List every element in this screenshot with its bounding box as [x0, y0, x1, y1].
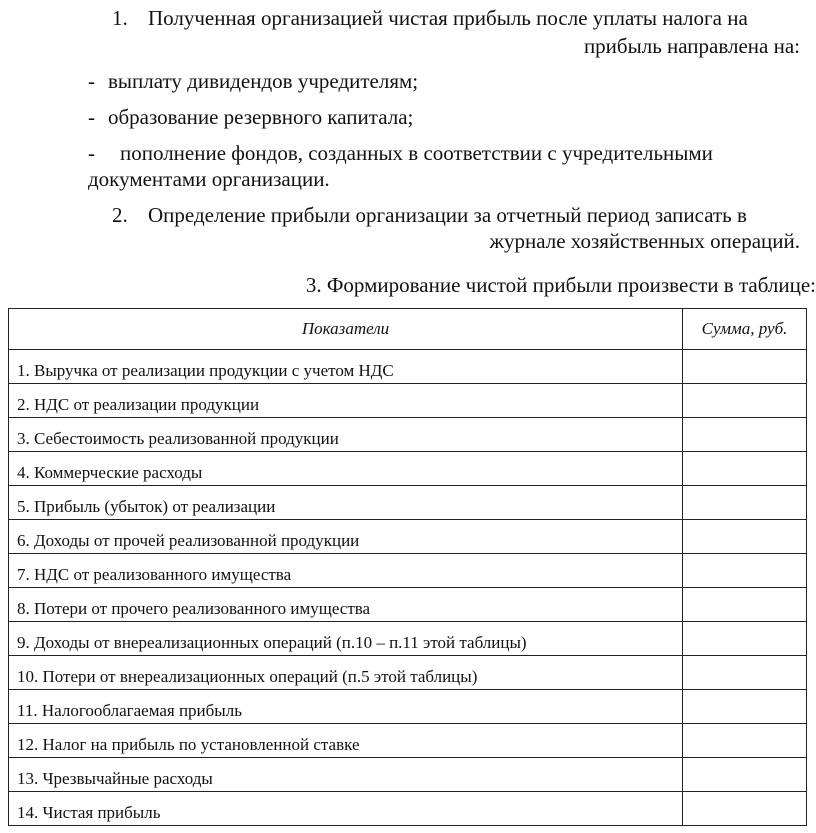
row-label: 14. Чистая прибыль [9, 792, 683, 826]
item-2-line-2: журнале хозяйственных операций. [489, 229, 800, 253]
item-1-line-2: прибыль направлена на: [583, 34, 800, 58]
item-2-line-1 [112, 203, 747, 227]
item-3-heading: 3. Формирование чистой прибыли произвести в таблице: [305, 273, 816, 297]
profit-table [8, 308, 807, 826]
row-amount-cell[interactable] [683, 724, 807, 758]
row-amount-cell[interactable] [683, 486, 807, 520]
row-amount-cell[interactable] [683, 418, 807, 452]
row-label: 2. НДС от реализации продукции [9, 384, 683, 418]
row-amount-cell[interactable] [683, 792, 807, 826]
item-1-line-1 [112, 6, 748, 30]
table-row [9, 792, 807, 826]
bullet-2-dash: - [88, 105, 95, 129]
row-amount-cell[interactable] [683, 588, 807, 622]
bullet-1-dash: - [88, 69, 95, 93]
row-label: 5. Прибыль (убыток) от реализации [9, 486, 683, 520]
table-row [9, 690, 807, 724]
row-label: 3. Себестоимость реализованной продукции [9, 418, 683, 452]
table-row [9, 656, 807, 690]
bullet-2 [88, 105, 413, 129]
bullet-1 [88, 69, 418, 93]
table-row [9, 622, 807, 656]
row-label: 9. Доходы от внереализационных операций (п.10 – п.11 этой таблицы) [9, 622, 683, 656]
row-amount-cell[interactable] [683, 656, 807, 690]
row-label: 1. Выручка от реализации продукции с учетом НДС [9, 350, 683, 384]
item-1-text: Полученная организацией чистая прибыль после уплаты налога на [148, 6, 748, 30]
bullet-3-line-1 [88, 141, 713, 165]
table-row [9, 724, 807, 758]
table-row [9, 520, 807, 554]
row-label: 8. Потери от прочего реализованного имущества [9, 588, 683, 622]
bullet-3-text: пополнение фондов, созданных в соответствии с учредительными [120, 141, 713, 165]
row-amount-cell[interactable] [683, 520, 807, 554]
bullet-3-dash: - [88, 141, 95, 165]
row-amount-cell[interactable] [683, 758, 807, 792]
table-row [9, 554, 807, 588]
row-amount-cell[interactable] [683, 554, 807, 588]
row-amount-cell[interactable] [683, 350, 807, 384]
table-row [9, 418, 807, 452]
bullet-2-text: образование резервного капитала; [108, 105, 414, 129]
item-2-number: 2. [112, 203, 128, 227]
row-label: 11. Налогооблагаемая прибыль [9, 690, 683, 724]
row-label: 6. Доходы от прочей реализованной продукции [9, 520, 683, 554]
row-amount-cell[interactable] [683, 622, 807, 656]
row-label: 10. Потери от внереализационных операций (п.5 этой таблицы) [9, 656, 683, 690]
row-amount-cell[interactable] [683, 452, 807, 486]
table-row [9, 452, 807, 486]
row-label: 13. Чрезвычайные расходы [9, 758, 683, 792]
row-label: 12. Налог на прибыль по установленной ставке [9, 724, 683, 758]
bullet-3-line-2: документами организации. [88, 167, 330, 191]
item-2-text: Определение прибыли организации за отчетный период записать в [148, 203, 747, 227]
table-row [9, 486, 807, 520]
row-label: 7. НДС от реализованного имущества [9, 554, 683, 588]
table-header-row [9, 309, 807, 350]
table-row [9, 384, 807, 418]
item-1-number: 1. [112, 6, 128, 30]
row-amount-cell[interactable] [683, 384, 807, 418]
table-row [9, 588, 807, 622]
table-row [9, 350, 807, 384]
header-indicators: Показатели [9, 309, 683, 350]
row-amount-cell[interactable] [683, 690, 807, 724]
bullet-1-text: выплату дивидендов учредителям; [108, 69, 419, 93]
row-label: 4. Коммерческие расходы [9, 452, 683, 486]
header-amount: Сумма, руб. [683, 309, 807, 350]
table-row [9, 758, 807, 792]
